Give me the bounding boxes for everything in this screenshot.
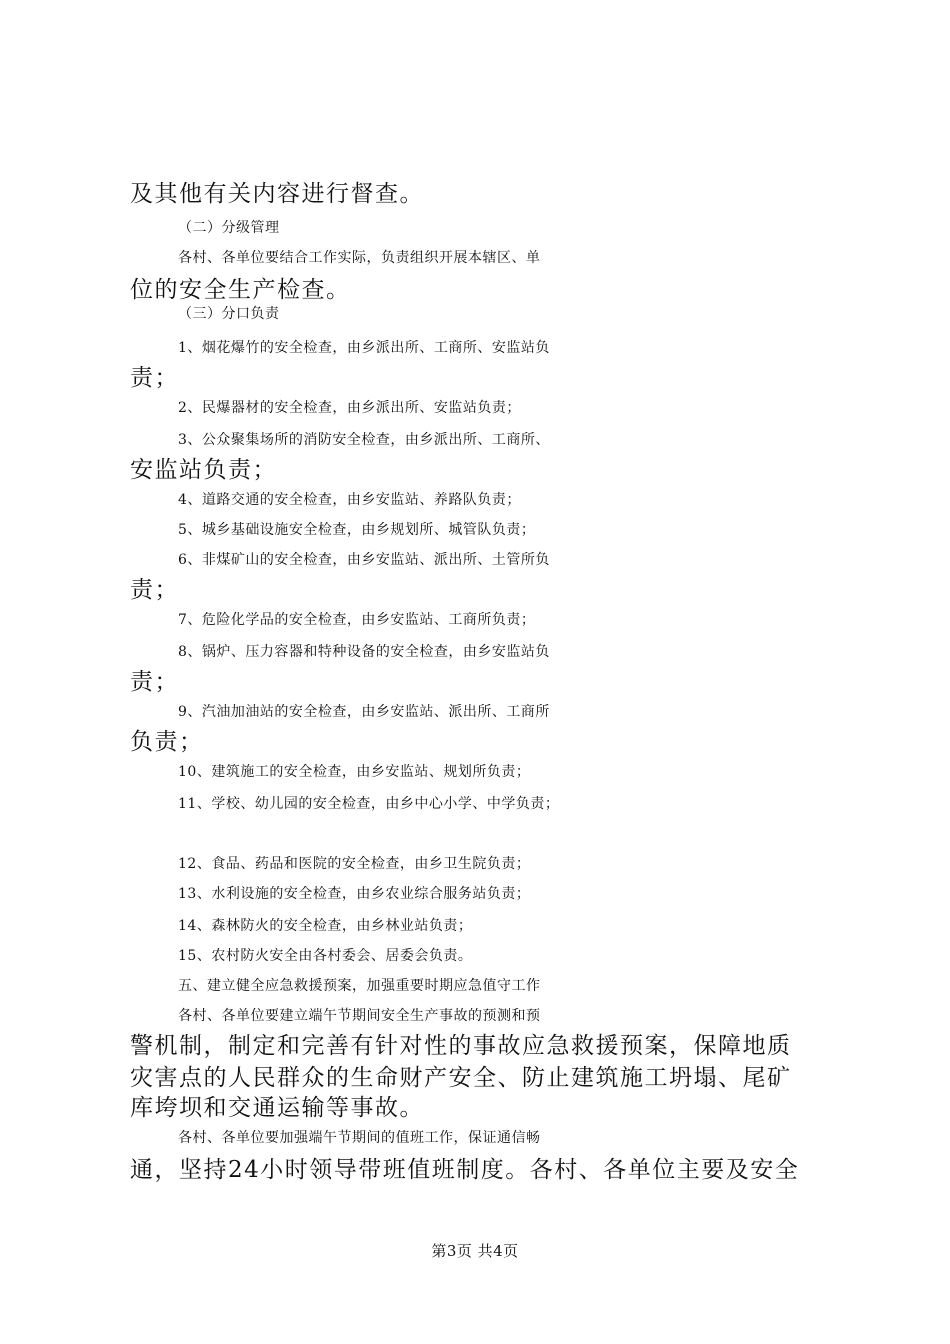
text-line: 各村、各单位要加强端午节期间的值班工作，保证通信畅 bbox=[178, 1130, 541, 1146]
list-item: 13、水利设施的安全检查，由乡农业综合服务站负责； bbox=[178, 886, 531, 902]
section-heading: （二）分级管理 bbox=[178, 220, 280, 236]
list-item: 4、道路交通的安全检查，由乡安监站、养路队负责； bbox=[178, 492, 521, 508]
text-line: 位的安全生产检查。 bbox=[130, 277, 351, 303]
list-item: 12、食品、药品和医院的安全检查，由乡卫生院负责； bbox=[178, 856, 531, 872]
text-line: 灾害点的人民群众的生命财产安全、防止建筑施工坍塌、尾矿 bbox=[130, 1065, 792, 1091]
section-heading: 五、建立健全应急救援预案，加强重要时期应急值守工作 bbox=[178, 978, 541, 994]
list-item: 7、危险化学品的安全检查，由乡安监站、工商所负责； bbox=[178, 612, 536, 628]
text-line: 通，坚持24小时领导带班值班制度。各村、各单位主要及安全 bbox=[130, 1157, 800, 1183]
text-line: 各村、各单位要结合工作实际，负责组织开展本辖区、单 bbox=[178, 250, 541, 266]
list-item: 11、学校、幼儿园的安全检查，由乡中心小学、中学负责； bbox=[178, 796, 560, 812]
text-line: 安监站负责； bbox=[130, 457, 277, 483]
text-line: 及其他有关内容进行督查。 bbox=[130, 181, 424, 207]
list-item: 15、农村防火安全由各村委会、居委会负责。 bbox=[178, 948, 473, 964]
text-line: 负责； bbox=[130, 729, 204, 755]
list-item: 9、汽油加油站的安全检查，由乡安监站、派出所、工商所 bbox=[178, 704, 550, 720]
list-item: 14、森林防火的安全检查，由乡林业站负责； bbox=[178, 918, 473, 934]
text-line: 责； bbox=[130, 365, 179, 391]
text-line: 责； bbox=[130, 669, 179, 695]
list-item: 2、民爆器材的安全检查，由乡派出所、安监站负责； bbox=[178, 400, 521, 416]
text-line: 责； bbox=[130, 577, 179, 603]
list-item: 5、城乡基础设施安全检查，由乡规划所、城管队负责； bbox=[178, 522, 536, 538]
page-footer: 第3页 共4页 bbox=[431, 1242, 519, 1260]
list-item: 3、公众聚集场所的消防安全检查，由乡派出所、工商所、 bbox=[178, 432, 550, 448]
list-item: 10、建筑施工的安全检查，由乡安监站、规划所负责； bbox=[178, 764, 531, 780]
list-item: 1、烟花爆竹的安全检查，由乡派出所、工商所、安监站负 bbox=[178, 340, 550, 356]
text-line: 警机制，制定和完善有针对性的事故应急救援预案，保障地质 bbox=[130, 1033, 792, 1059]
list-item: 6、非煤矿山的安全检查，由乡安监站、派出所、土管所负 bbox=[178, 552, 550, 568]
text-line: 库垮坝和交通运输等事故。 bbox=[130, 1095, 424, 1121]
section-heading: （三）分口负责 bbox=[178, 306, 280, 322]
list-item: 8、锅炉、压力容器和特种设备的安全检查，由乡安监站负 bbox=[178, 644, 550, 660]
text-line: 各村、各单位要建立端午节期间安全生产事故的预测和预 bbox=[178, 1008, 541, 1024]
